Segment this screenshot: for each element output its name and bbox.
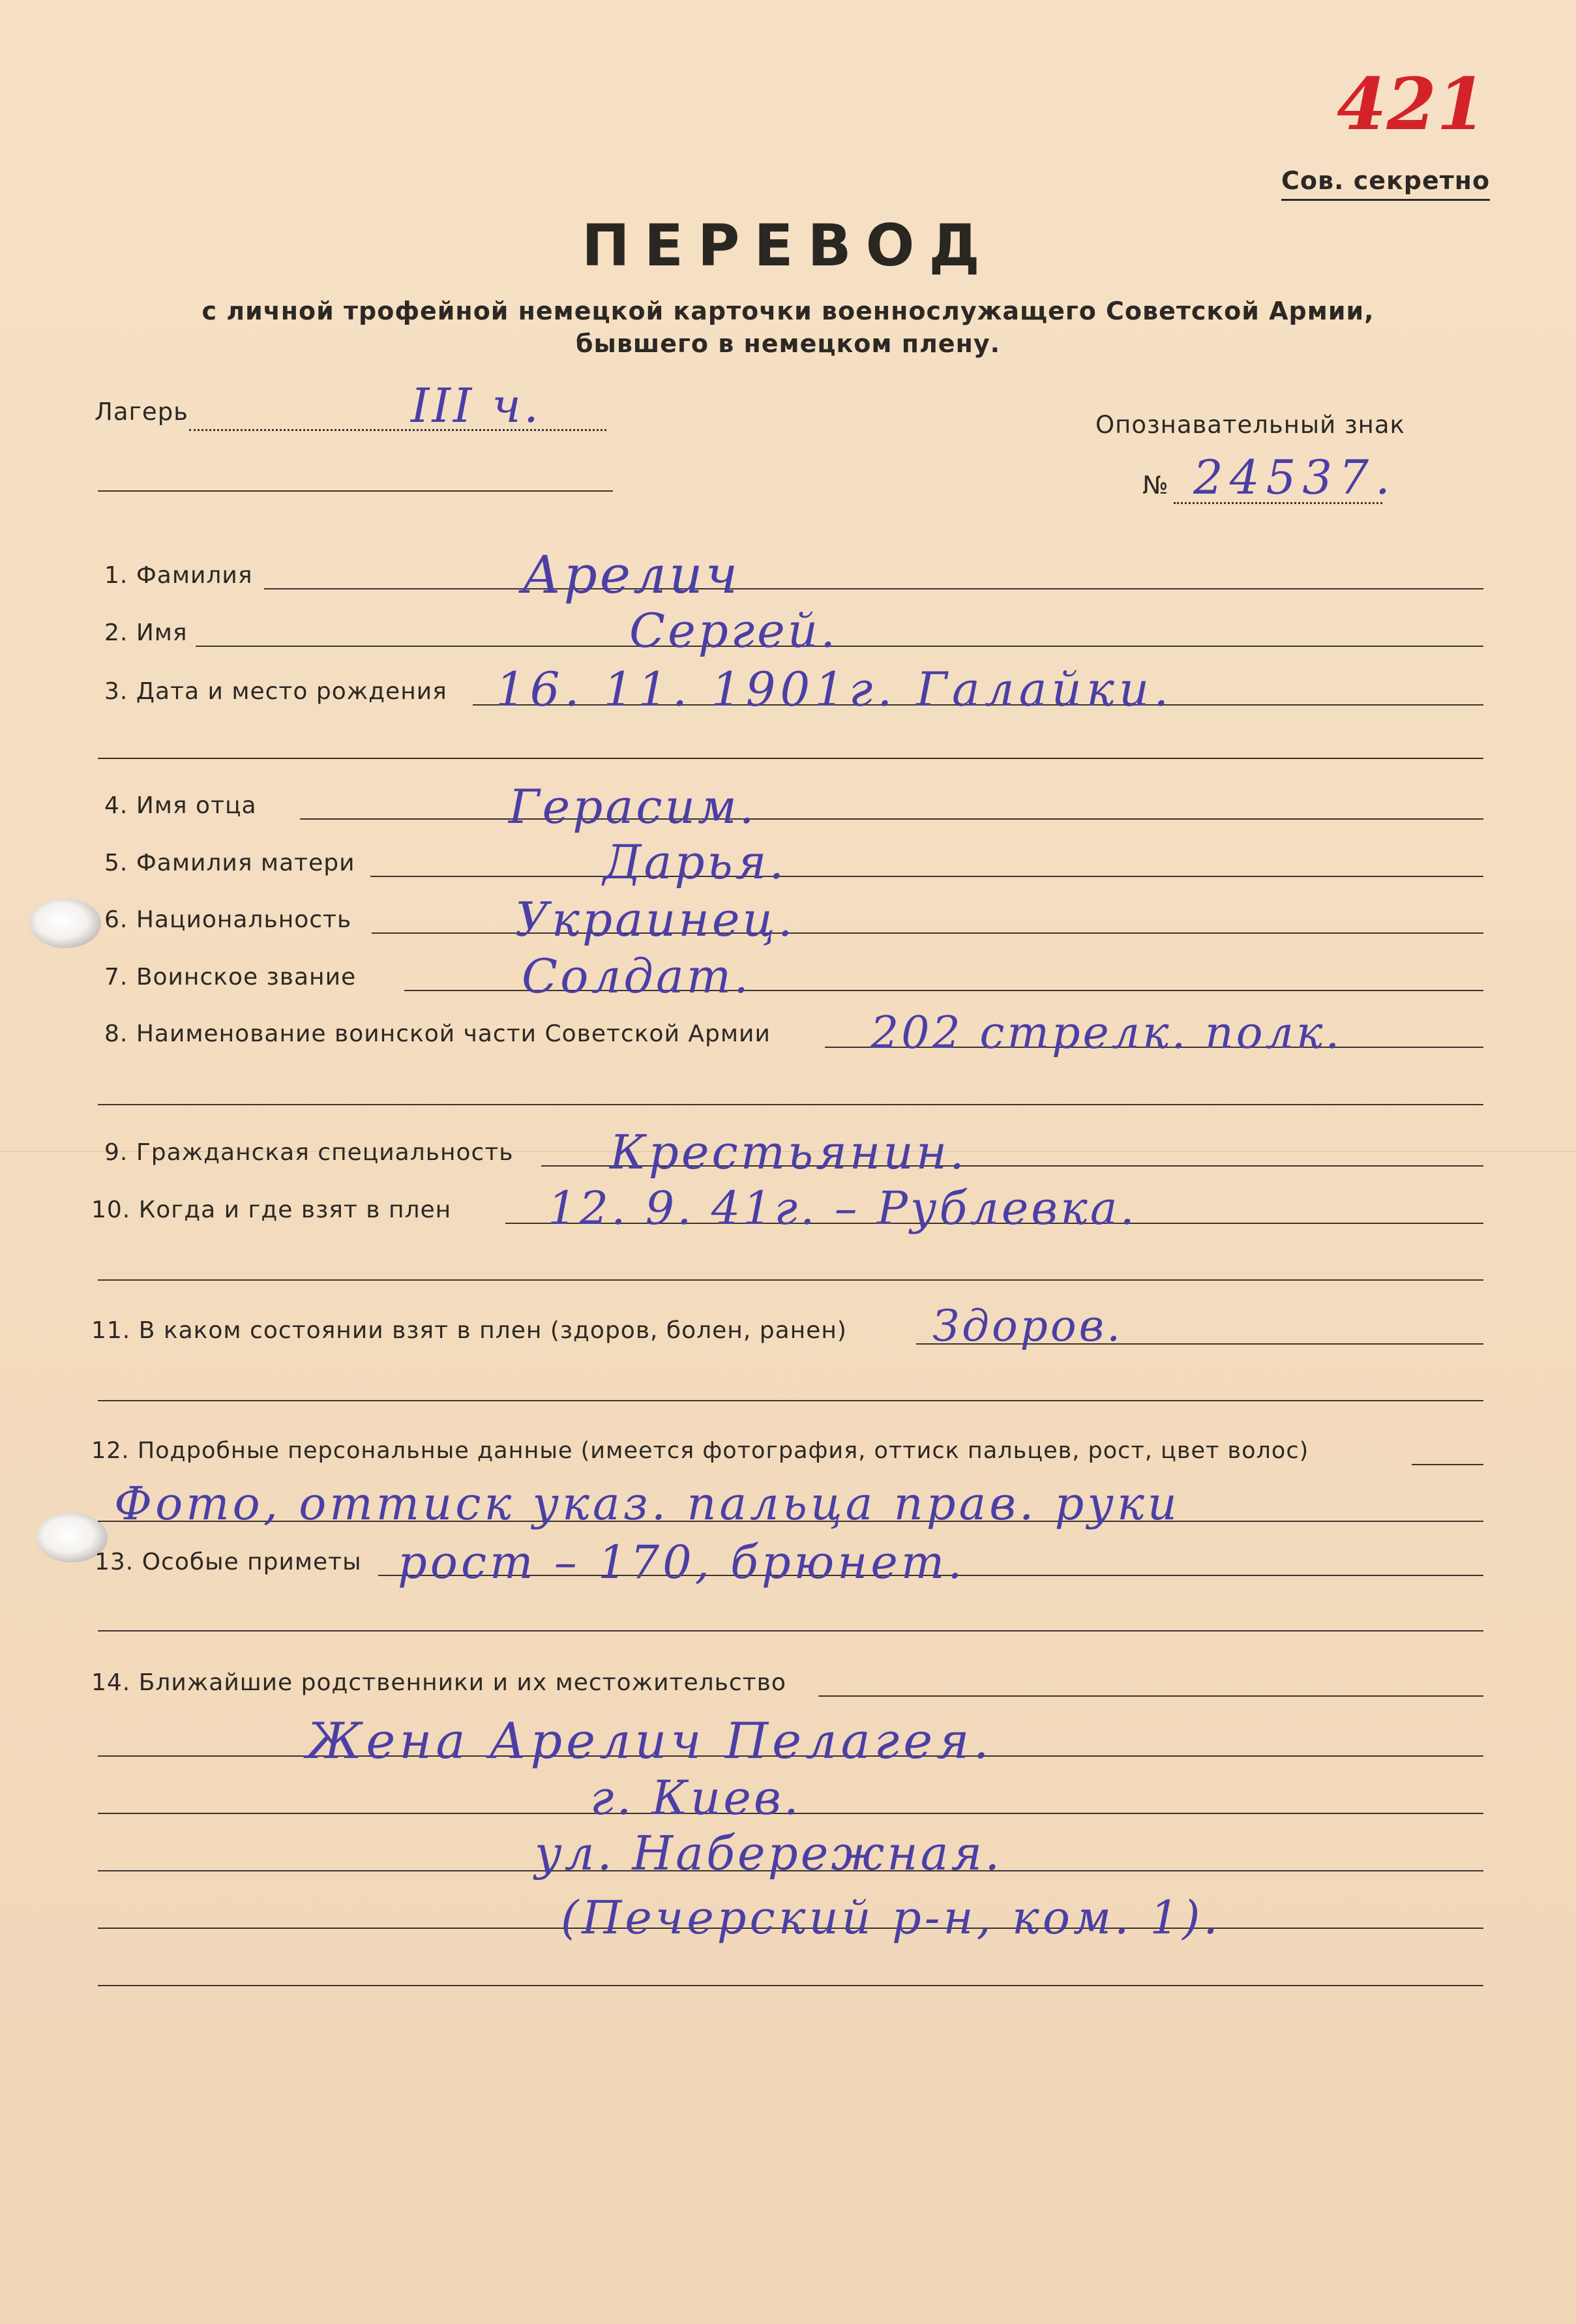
field-13-value: рост – 170, брюнет.: [398, 1536, 966, 1589]
field-14-line: [818, 1695, 1483, 1697]
field-1-value: Арелич: [522, 544, 741, 605]
field-1-number: 1.: [104, 562, 128, 589]
camp-value: III ч.: [411, 378, 541, 433]
field-4-label: [104, 792, 257, 819]
field-2-label: [104, 619, 188, 646]
field-11-extra-line: [98, 1400, 1483, 1401]
field-9-value: Крестьянин.: [610, 1125, 967, 1180]
field-2-text: Имя: [136, 619, 188, 646]
field-8-number: 8.: [104, 1020, 128, 1047]
field-3-extra-line: [98, 758, 1483, 759]
field-5-text: Фамилия матери: [136, 850, 355, 876]
id-tag-number-prefix: №: [1142, 471, 1169, 499]
punch-hole-upper: [29, 899, 101, 948]
field-11-number: 11.: [91, 1317, 131, 1344]
field-5-number: 5.: [104, 850, 128, 876]
field-10-label: [91, 1197, 451, 1223]
field-1-line: [264, 588, 1483, 589]
field-3-number: 3.: [104, 678, 128, 705]
field-14-label: [91, 1669, 786, 1696]
field-4-number: 4.: [104, 792, 128, 819]
field-5-value: Дарья.: [603, 835, 787, 889]
field-10-value: 12. 9. 41г. – Рублевка.: [548, 1182, 1137, 1235]
relatives-line-5: [98, 1985, 1483, 1986]
field-1-label: [104, 562, 252, 589]
field-14-text: Ближайшие родственники и их местожительство: [138, 1669, 786, 1696]
field-10-extra-line: [98, 1279, 1483, 1281]
relatives-entry-2: г. Киев.: [590, 1770, 801, 1825]
field-6-value: Украинец.: [515, 892, 795, 947]
id-tag-number: 24537.: [1193, 450, 1397, 505]
field-4-text: Имя отца: [136, 792, 257, 819]
field-5-label: [104, 850, 355, 876]
field-13-number: 13.: [95, 1549, 134, 1575]
field-14-number: 14.: [91, 1669, 131, 1696]
subtitle-line-1: с личной трофейной немецкой карточки военнослужащего Советской Армии,: [201, 297, 1375, 325]
field-10-number: 10.: [91, 1197, 131, 1223]
camp-underline: [189, 429, 606, 431]
field-3-text: Дата и место рождения: [136, 678, 447, 705]
field-13-label: [95, 1549, 362, 1575]
relatives-entry-3: ул. Набережная.: [535, 1826, 1003, 1881]
field-12-value: Фото, оттиск указ. пальца прав. руки: [114, 1477, 1180, 1530]
field-7-value: Солдат.: [522, 949, 751, 1004]
field-8-text: Наименование воинской части Советской Армии: [136, 1020, 771, 1047]
field-13-text: Особые приметы: [141, 1549, 362, 1575]
field-2-number: 2.: [104, 619, 128, 646]
id-tag-label: Опознавательный знак: [1095, 411, 1405, 439]
subtitle-line-2: бывшего в немецком плену.: [575, 329, 1001, 358]
field-9-number: 9.: [104, 1139, 128, 1166]
page-title: ПЕРЕВОД: [582, 212, 994, 279]
archive-number: 421: [1337, 62, 1487, 146]
field-12-text: Подробные персональные данные (имеется фотография, оттиск пальцев, рост, цвет волос): [137, 1438, 1309, 1464]
field-5-line: [370, 876, 1483, 877]
field-7-text: Воинское звание: [136, 964, 357, 991]
relatives-entry-1: Жена Арелич Пелагея.: [306, 1712, 993, 1770]
field-11-label: [91, 1317, 847, 1344]
field-8-value: 202 стрелк. полк.: [870, 1007, 1343, 1059]
field-8-extra-line: [98, 1104, 1483, 1105]
field-6-label: [104, 906, 351, 933]
field-3-label: [104, 678, 447, 705]
field-6-number: 6.: [104, 906, 128, 933]
classification-label: Сов. секретно: [1281, 166, 1490, 201]
field-7-number: 7.: [104, 964, 128, 991]
field-4-value: Герасим.: [509, 779, 757, 834]
field-9-label: [104, 1139, 514, 1166]
field-12-line: [1412, 1464, 1483, 1465]
field-1-text: Фамилия: [136, 562, 253, 589]
field-8-label: [104, 1020, 771, 1047]
field-2-line: [196, 646, 1483, 647]
camp-extra-line: [98, 490, 613, 492]
field-6-text: Национальность: [136, 906, 352, 933]
field-10-text: Когда и где взят в плен: [138, 1197, 452, 1223]
field-11-text: В каком состоянии взят в плен (здоров, болен, ранен): [138, 1317, 847, 1344]
field-12-label: [91, 1438, 1309, 1464]
field-12-number: 12.: [91, 1438, 130, 1464]
field-7-label: [104, 964, 356, 991]
field-9-text: Гражданская специальность: [136, 1139, 514, 1166]
field-13-extra-line: [98, 1630, 1483, 1631]
field-11-value: Здоров.: [932, 1301, 1123, 1351]
field-3-value: 16. 11. 1901г. Галайки.: [496, 662, 1174, 717]
field-4-line: [300, 818, 1483, 820]
relatives-entry-4: (Печерский р-н, ком. 1).: [561, 1891, 1221, 1944]
field-2-value: Сергей.: [629, 603, 839, 658]
camp-label: Лагерь: [95, 398, 188, 426]
